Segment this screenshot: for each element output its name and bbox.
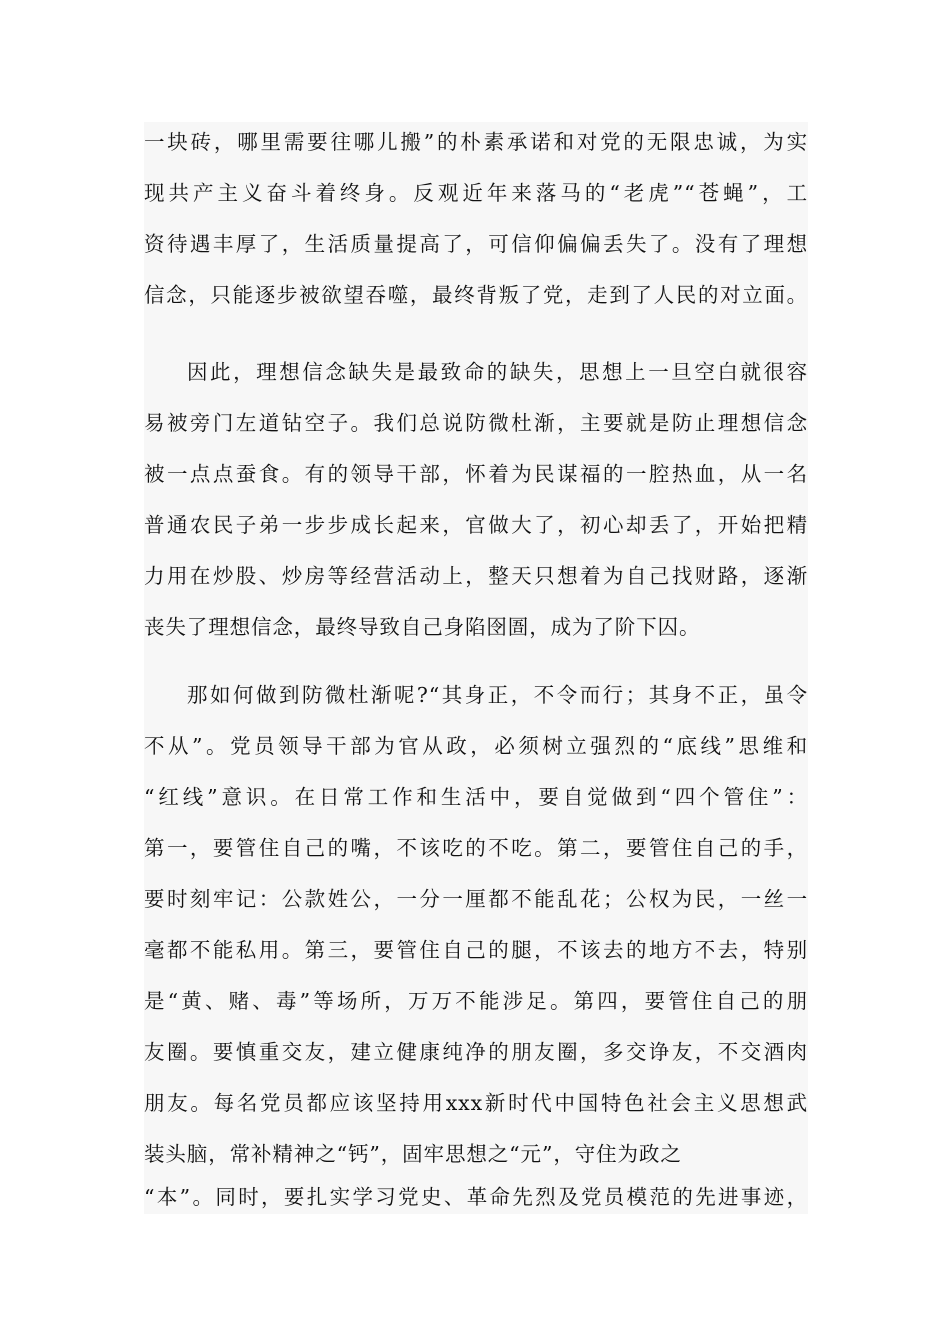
paragraph-line: 信念，只能逐步被欲望吞噬，最终背叛了党，走到了人民的对立面。 xyxy=(144,283,808,307)
paragraph-line: 友圈。要慎重交友，建立健康纯净的朋友圈，多交诤友，不交酒肉 xyxy=(144,1040,808,1064)
paragraph-line: 装头脑，常补精神之“钙”，固牢思想之“元”，守住为政之 xyxy=(144,1142,682,1166)
paragraph-line: 不从”。党员领导干部为官从政，必须树立强烈的“底线”思维和 xyxy=(144,734,808,758)
paragraph-line: 现共产主义奋斗着终身。反观近年来落马的“老虎”“苍蝇”，工 xyxy=(144,181,808,205)
paragraph-line: 一块砖，哪里需要往哪儿搬”的朴素承诺和对党的无限忠诚，为实 xyxy=(144,130,808,154)
paragraph-line: 丧失了理想信念，最终导致自己身陷囹圄，成为了阶下囚。 xyxy=(144,615,701,639)
paragraph-line: 那如何做到防微杜渐呢?“其身正，不令而行；其身不正，虽令 xyxy=(187,683,808,707)
paragraph-line: 易被旁门左道钻空子。我们总说防微杜渐，主要就是防止理想信念 xyxy=(144,411,808,435)
paragraph-line: “本”。同时，要扎实学习党史、革命先烈及党员模范的先进事迹， xyxy=(144,1185,808,1209)
paragraph-line: 朋友。每名党员都应该坚持用xxx新时代中国特色社会主义思想武 xyxy=(144,1091,808,1115)
paragraph-line: “红线”意识。在日常工作和生活中，要自觉做到“四个管住”： xyxy=(144,785,808,809)
paragraph-line: 被一点点蚕食。有的领导干部，怀着为民谋福的一腔热血，从一名 xyxy=(144,462,808,486)
paragraph-line: 要时刻牢记：公款姓公，一分一厘都不能乱花；公权为民，一丝一 xyxy=(144,887,808,911)
paragraph-line: 力用在炒股、炒房等经营活动上，整天只想着为自己找财路，逐渐 xyxy=(144,564,808,588)
paragraph-line: 毫都不能私用。第三，要管住自己的腿，不该去的地方不去，特别 xyxy=(144,938,808,962)
paragraph-line: 普通农民子弟一步步成长起来，官做大了，初心却丢了，开始把精 xyxy=(144,513,808,537)
paragraph-line: 第一，要管住自己的嘴，不该吃的不吃。第二，要管住自己的手， xyxy=(144,836,808,860)
paragraph-line: 资待遇丰厚了，生活质量提高了，可信仰偏偏丢失了。没有了理想 xyxy=(144,232,808,256)
paragraph-line: 因此，理想信念缺失是最致命的缺失，思想上一旦空白就很容 xyxy=(187,360,808,384)
document-body xyxy=(144,122,808,1214)
paragraph-line: 是“黄、赌、毒”等场所，万万不能涉足。第四，要管住自己的朋 xyxy=(144,989,808,1013)
